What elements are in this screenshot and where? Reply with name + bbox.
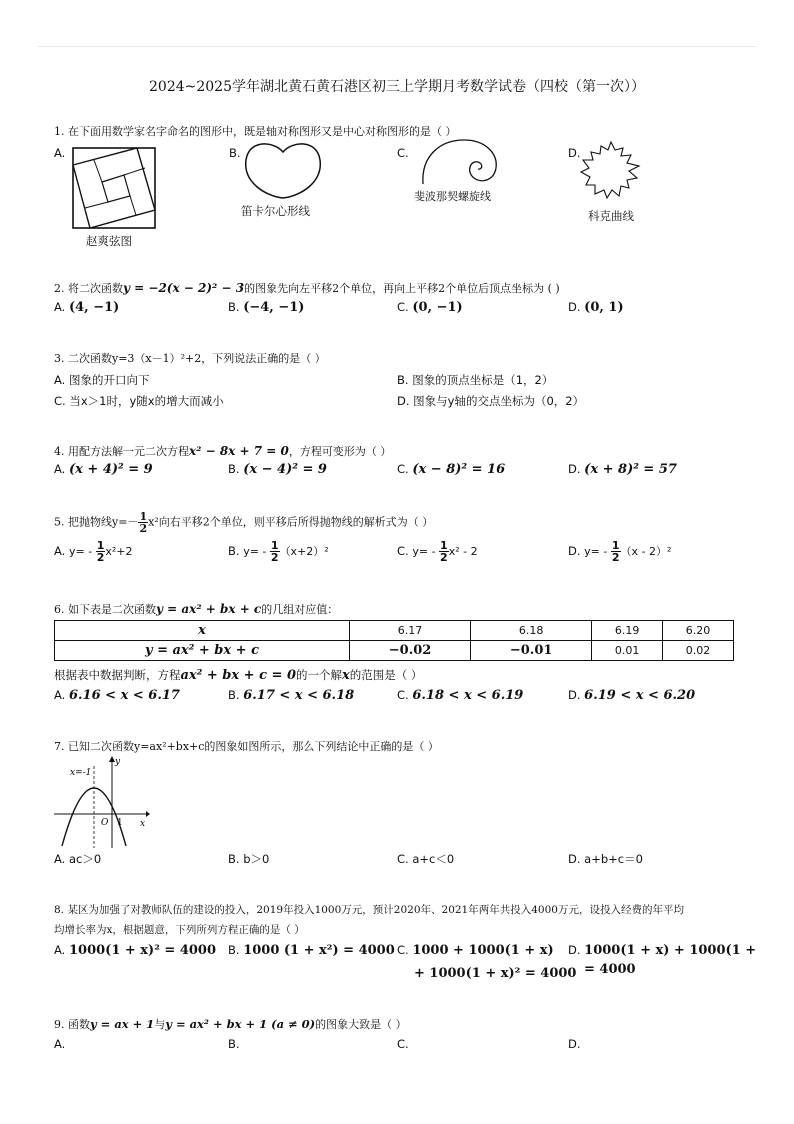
q5-option-c-fraction <box>439 540 449 563</box>
q5-stem-suffix: x²向右平移2个单位，则平移后所得抛物线的解析式为（ ） <box>148 515 434 529</box>
q2-option-d-text: (0, 1) <box>584 300 624 315</box>
q4-option-d[interactable] <box>568 462 677 477</box>
fraction-denominator: 2 <box>139 522 148 535</box>
table-cell <box>471 641 592 661</box>
q1-option-c-label[interactable]: C. <box>397 146 409 160</box>
q9-stem-middle: 与 <box>154 1018 166 1031</box>
koch-snowflake <box>579 140 643 202</box>
q8-option-a[interactable] <box>54 943 216 958</box>
q5-option-d-label: D. <box>568 544 581 558</box>
q3-option-a[interactable]: A. 图象的开口向下 <box>54 373 150 387</box>
q9-option-b[interactable]: B. <box>228 1037 240 1051</box>
zhaoshuang-diagram <box>72 147 156 229</box>
fraction-denominator: 2 <box>96 551 105 564</box>
table-cell: 6.19 <box>592 621 663 641</box>
q8-option-b-text: 1000 (1 + x²) = 4000 <box>243 943 395 958</box>
q3-option-c[interactable]: C. 当x＞1时，y随x的增大而减小 <box>54 394 224 408</box>
q8-option-d-line2: = 4000 <box>584 962 636 977</box>
values-table <box>54 620 734 661</box>
q5-option-d-suffix: （x - 2）² <box>620 545 672 558</box>
q6-option-c[interactable] <box>397 688 523 703</box>
q4-option-b[interactable] <box>228 462 327 477</box>
question-9-stem <box>54 1016 407 1032</box>
q7-option-c[interactable]: C. a+c＜0 <box>397 852 455 866</box>
cardioid-curve <box>243 138 323 202</box>
q4-option-b-label: B. <box>228 462 240 476</box>
q8-option-d-label: D. <box>568 943 581 957</box>
q5-option-a-prefix: y= - <box>68 545 96 558</box>
q2-option-b-label: B. <box>228 300 240 314</box>
question-8-stem-line1: 8. 某区为加强了对教师队伍的建设的投入，2019年投入1000万元，预计2020年、2021年两年共投入4000万元，设投入经费的年平均 <box>54 904 684 916</box>
fraction-denominator: 2 <box>611 551 620 564</box>
y-axis-label: y <box>115 757 121 767</box>
q7-option-a[interactable]: A. ac＞0 <box>54 852 102 866</box>
q9-stem-prefix: 9. 函数 <box>54 1018 90 1031</box>
q6-judge-prefix: 根据表中数据判断，方程 <box>54 668 181 682</box>
fibonacci-spiral <box>418 138 500 186</box>
q5-stem-prefix: 5. 把抛物线y=－ <box>54 515 139 529</box>
q4-option-a-label: A. <box>54 462 66 476</box>
table-header-x <box>55 621 350 641</box>
q9-stem-expression-2: y = ax² + bx + 1 (a ≠ 0) <box>165 1017 316 1031</box>
q2-option-b-text: (−4, −1) <box>243 300 305 315</box>
q2-option-a-label: A. <box>54 300 66 314</box>
q4-option-a-text: (x + 4)² = 9 <box>68 462 153 477</box>
q8-option-c[interactable] <box>397 943 554 958</box>
q3-option-d[interactable]: D. 图象与y轴的交点坐标为（0，2） <box>397 394 585 408</box>
question-1-stem: 1. 在下面用数学家名字命名的图形中，既是轴对称图形又是中心对称图形的是（ ） <box>54 125 457 138</box>
q5-option-b-prefix: y= - <box>243 545 270 558</box>
q6-option-d-label: D. <box>568 688 581 702</box>
question-5-stem <box>54 511 433 534</box>
q1-caption-a: 赵爽弦图 <box>86 234 132 248</box>
q5-option-d-prefix: y= - <box>584 545 611 558</box>
table-header-y <box>55 641 350 661</box>
table-row <box>55 641 734 661</box>
fraction-numerator: 1 <box>270 539 279 552</box>
q4-stem-prefix: 4. 用配方法解一元二次方程 <box>54 445 189 458</box>
q5-option-a[interactable] <box>54 540 132 563</box>
q6-option-b-text: 6.17 < x < 6.18 <box>243 688 355 703</box>
q4-stem-expression: x² − 8x + 7 = 0 <box>189 444 289 458</box>
q6-stem-prefix: 6. 如下表是二次函数 <box>54 603 156 616</box>
q6-option-d-text: 6.19 < x < 6.20 <box>584 688 696 703</box>
table-cell <box>350 641 471 661</box>
q1-option-a-label[interactable]: A. <box>54 146 66 160</box>
q2-stem-suffix: 的图象先向左平移2个单位，再向上平移2个单位后顶点坐标为 ( ) <box>244 282 560 295</box>
header-divider <box>38 46 756 47</box>
question-7-stem: 7. 已知二次函数y=ax²+bx+c的图象如图所示，那么下列结论中正确的是（ ） <box>54 740 439 753</box>
q6-option-c-label: C. <box>397 688 409 702</box>
table-cell: 0.02 <box>663 641 734 661</box>
q1-option-b-label[interactable]: B. <box>229 146 241 160</box>
q5-option-c[interactable] <box>397 540 478 563</box>
q5-option-b-fraction <box>270 540 280 563</box>
q9-option-a[interactable]: A. <box>54 1037 66 1051</box>
q2-stem-expression: y = −2(x − 2)² − 3 <box>123 281 245 295</box>
origin-label: O <box>101 818 109 828</box>
q7-option-b[interactable]: B. b＞0 <box>228 852 270 866</box>
q5-option-c-label: C. <box>397 544 409 558</box>
q1-caption-c: 斐波那契螺旋线 <box>414 190 491 203</box>
q5-option-c-suffix: x² - 2 <box>448 545 478 558</box>
question-6-stem <box>54 601 338 617</box>
q8-option-c-label: C. <box>397 943 409 957</box>
q6-option-b[interactable] <box>228 688 354 703</box>
q6-option-a-label: A. <box>54 688 66 702</box>
table-row <box>55 621 734 641</box>
q5-option-b-label: B. <box>228 544 240 558</box>
q5-option-a-label: A. <box>54 544 66 558</box>
fraction-numerator: 1 <box>96 539 105 552</box>
q8-option-a-text: 1000(1 + x)² = 4000 <box>68 943 217 958</box>
q3-option-b[interactable]: B. 图象的顶点坐标是（1，2） <box>397 373 554 387</box>
q6-stem-suffix: 的几组对应值： <box>261 603 339 616</box>
q9-stem-expression-1: y = ax + 1 <box>90 1017 155 1031</box>
table-cell: 6.20 <box>663 621 734 641</box>
q6-judge-expression: ax² + bx + c = 0 <box>180 668 297 683</box>
q6-option-b-label: B. <box>228 688 240 702</box>
table-header-y-text: y = ax² + bx + c <box>144 643 259 658</box>
q7-option-d[interactable]: D. a+b+c＝0 <box>568 852 643 866</box>
q4-option-b-text: (x − 4)² = 9 <box>243 462 327 477</box>
q5-option-d-fraction <box>611 540 621 563</box>
q8-option-a-label: A. <box>54 943 66 957</box>
fraction-denominator: 2 <box>270 551 279 564</box>
q2-option-c-label: C. <box>397 300 409 314</box>
q5-option-a-suffix: x²+2 <box>105 545 133 558</box>
q6-judge-variable: x <box>342 668 350 683</box>
table-cell: 6.18 <box>471 621 592 641</box>
q4-option-c[interactable] <box>397 462 505 477</box>
q9-stem-suffix: 的图象大致是（ ） <box>315 1018 407 1031</box>
q1-option-d-label[interactable]: D. <box>568 146 581 160</box>
q2-option-c-text: (0, −1) <box>412 300 463 315</box>
tick-label-one: 1 <box>117 818 123 828</box>
q8-option-d[interactable] <box>568 943 756 958</box>
question-2-stem <box>54 280 560 296</box>
q4-option-c-text: (x − 8)² = 16 <box>412 462 506 477</box>
q6-stem-expression: y = ax² + bx + c <box>156 602 262 616</box>
q1-caption-b: 笛卡尔心形线 <box>241 204 310 218</box>
fraction-numerator: 1 <box>139 510 148 523</box>
q2-option-d-label: D. <box>568 300 581 314</box>
q4-option-c-label: C. <box>397 462 409 476</box>
q5-option-b-suffix: （x+2）² <box>279 545 329 558</box>
q2-option-b[interactable] <box>228 300 304 315</box>
q2-stem-prefix: 2. 将二次函数 <box>54 282 123 295</box>
q8-option-c-text-line1: 1000 + 1000(1 + x) <box>412 943 554 958</box>
q2-option-d[interactable] <box>568 300 624 315</box>
q4-option-a[interactable] <box>54 462 153 477</box>
question-4-stem <box>54 443 391 459</box>
q6-option-c-text: 6.18 < x < 6.19 <box>412 688 524 703</box>
q4-option-d-label: D. <box>568 462 581 476</box>
parabola-graph <box>54 756 150 848</box>
q2-option-c[interactable] <box>397 300 463 315</box>
q9-option-c[interactable]: C. <box>397 1037 409 1051</box>
q6-option-d[interactable] <box>568 688 695 703</box>
q5-option-c-prefix: y= - <box>412 545 440 558</box>
fraction-numerator: 1 <box>611 539 620 552</box>
q5-option-a-fraction <box>96 540 106 563</box>
question-3-stem: 3. 二次函数y=3（x－1）²+2，下列说法正确的是（ ） <box>54 352 326 365</box>
q6-option-a[interactable] <box>54 688 180 703</box>
q5-option-b[interactable] <box>228 540 329 563</box>
table-cell-value: −0.01 <box>509 643 553 658</box>
fraction-numerator: 1 <box>440 539 448 552</box>
x-axis-label: x <box>140 819 146 829</box>
q5-stem-fraction <box>138 511 148 534</box>
q6-judge-middle: 的一个解 <box>296 668 343 682</box>
table-cell: 0.01 <box>592 641 663 661</box>
q6-judge-suffix: 的范围是（ ） <box>349 668 423 682</box>
q8-option-c-line2: + 1000(1 + x)² = 4000 <box>414 966 577 981</box>
table-cell: 6.17 <box>350 621 471 641</box>
q5-option-d[interactable] <box>568 540 671 563</box>
q1-caption-d: 科克曲线 <box>588 209 634 223</box>
symmetry-axis-label: x=-1 <box>70 768 92 778</box>
fraction-denominator: 2 <box>440 551 448 564</box>
q9-option-d[interactable]: D. <box>568 1037 581 1051</box>
q8-option-b[interactable] <box>228 943 395 958</box>
q2-option-a[interactable] <box>54 300 119 315</box>
q6-option-a-text: 6.16 < x < 6.17 <box>68 688 180 703</box>
q4-stem-suffix: ，方程可变形为（ ） <box>288 445 392 458</box>
q8-option-d-text-line1: 1000(1 + x) + 1000(1 + <box>584 943 757 958</box>
question-8-stem-line2: 均增长率为x，根据题意，下列所列方程正确的是（ ） <box>54 924 305 936</box>
table-cell-value: −0.02 <box>388 643 432 658</box>
q4-option-d-text: (x + 8)² = 57 <box>584 462 677 477</box>
q8-option-b-label: B. <box>228 943 240 957</box>
page-title: 2024~2025学年湖北黄石黄石港区初三上学期月考数学试卷（四校（第一次）） <box>149 79 645 95</box>
table-header-x-text: x <box>198 623 206 638</box>
q6-judge-line <box>54 667 422 683</box>
q2-option-a-text: (4, −1) <box>68 300 120 315</box>
